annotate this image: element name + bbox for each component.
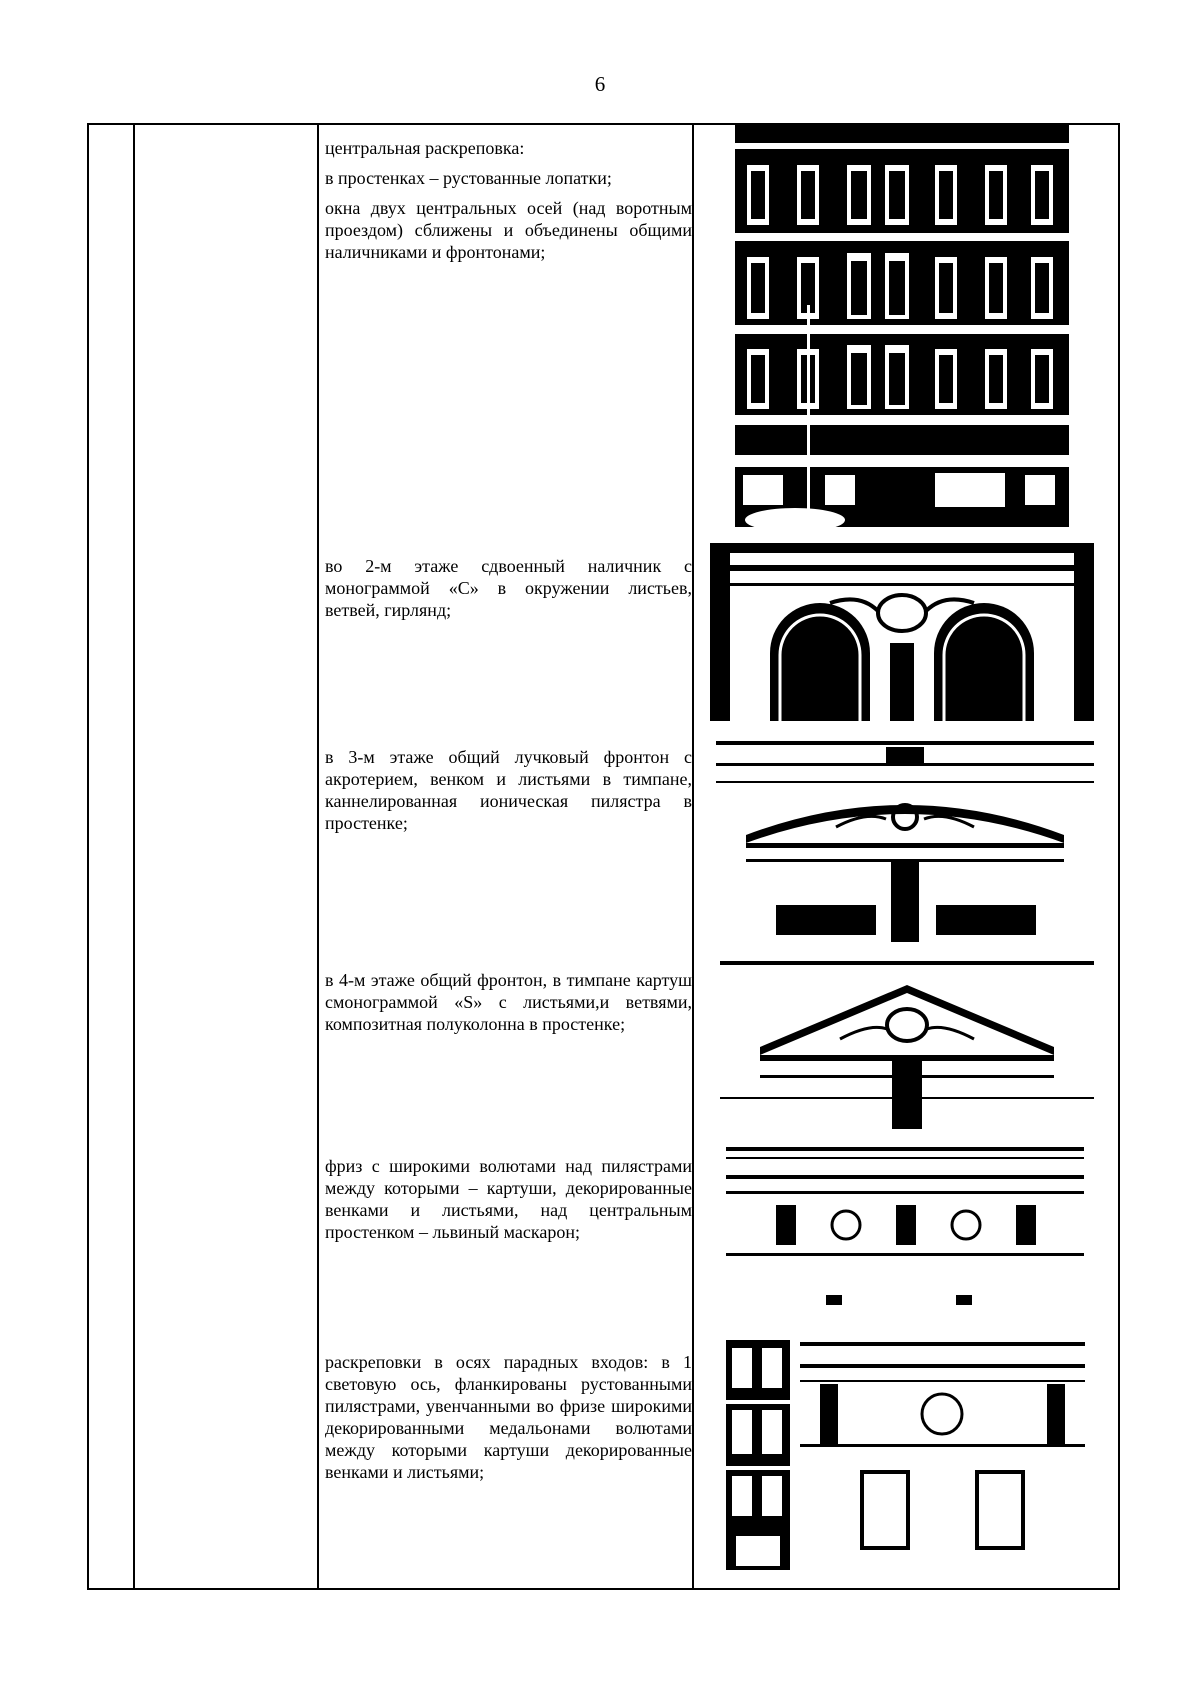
paragraph: в простенках – рустованные лопатки; [325,168,612,188]
paragraph: во 2-м этаже сдвоенный наличник с монограммой «С» в окружении листьев, ветвей, гирлянд; [325,556,692,620]
row-text-entrance-projections [325,1351,692,1491]
row-text-second-floor [325,555,692,629]
page-number: 6 [594,72,606,96]
paragraph: в 3-м этаже общий лучковый фронтон с акротерием, венком и листьями в тимпане, каннелированная ионическая пилястра в простенке; [325,747,692,833]
row-text-central-projection [325,137,692,271]
frieze-photo [726,1145,1084,1322]
paragraph: окна двух центральных осей (над воротным проездом) сближены и объединены общими наличниками и фронтонами; [325,198,692,262]
paragraph: в 4-м этаже общий фронтон, в тимпане картуш смонограммой «S» с листьями,и ветвями, композитная полуколонна в простенке; [325,970,692,1034]
row-text-third-floor [325,746,692,842]
twin-arch-window-photo [710,543,1094,721]
paragraph: фриз с широкими волютами над пилястрами между которыми – картуши, декорированные венками и листьями, над центральным простенком – львиный маскарон; [325,1156,692,1242]
facade-photo [735,125,1069,527]
triangular-pediment-photo [720,957,1094,1129]
paragraph: центральная раскреповка: [325,138,525,158]
column-divider [317,125,319,1588]
row-text-fourth-floor [325,969,692,1043]
column-divider [692,125,694,1588]
row-text-frieze [325,1155,692,1251]
entrance-projection-photo [800,1340,1085,1570]
paragraph: раскреповки в осях парадных входов: в 1 световую ось, фланкированы рустованными пилястрами, увенчанными во фризе широкими декорированными медальонами волютами между которыми картуши декорированные венками и листьями; [325,1352,692,1482]
segmental-pediment-photo [716,735,1094,942]
entrance-axis-photo [726,1340,790,1570]
column-divider [133,125,135,1588]
